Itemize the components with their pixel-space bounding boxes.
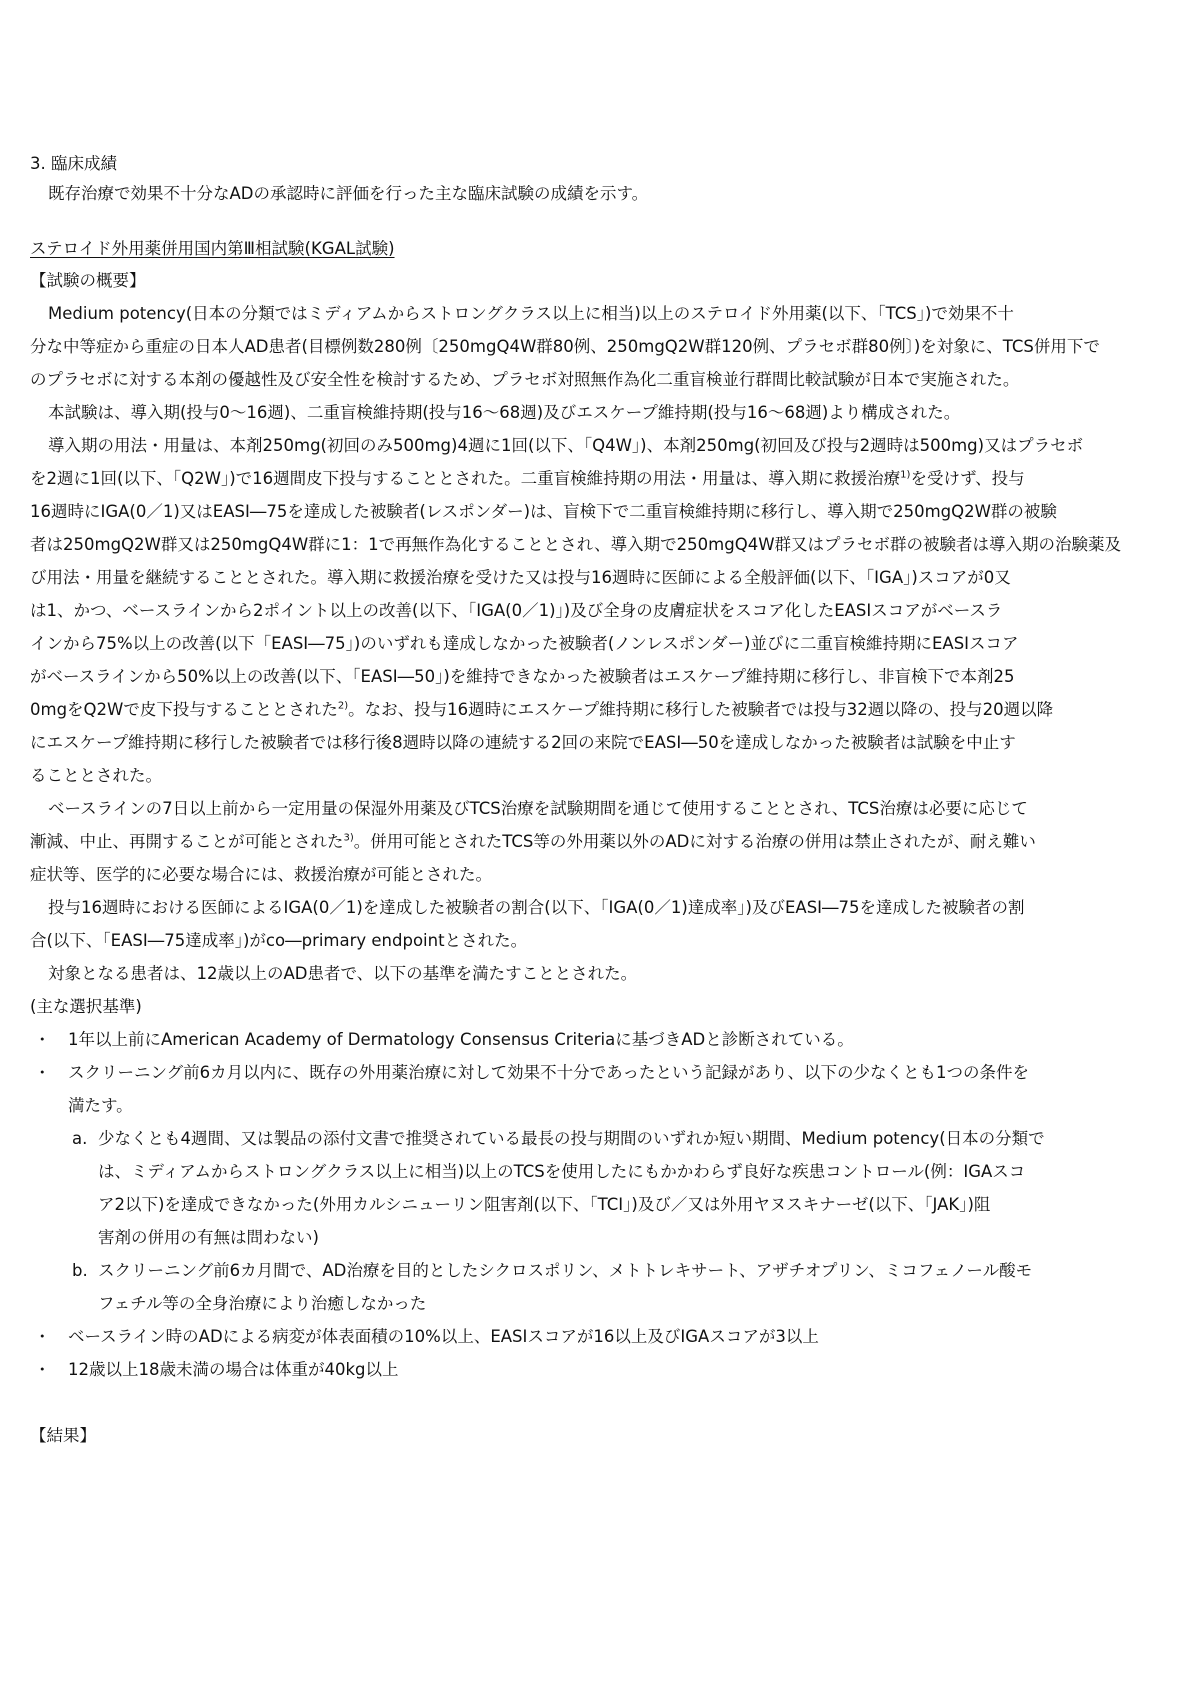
paragraph-3-line-4: 者は250mgQ2W群又は250mgQ4W群に1：1で再無作為化することとされ、導入期で250mgQ4W群又はプラセボ群の被験者は導入期の治験薬及 xyxy=(30,535,1122,554)
paragraph-1-line-3: のプラセボに対する本剤の優越性及び安全性を検討するため、プラセボ対照無作為化二重盲検並行群間比較試験が日本で実施された。 xyxy=(30,370,1020,389)
paragraph-3-line-7: インから75%以上の改善(以下「EASI―75」)のいずれも達成しなかった被験者(ノンレスポンダー)並びに二重盲検維持期にEASIスコア xyxy=(30,634,1019,653)
reference-superscript-3: 3) xyxy=(343,832,354,844)
section-heading: 3. 臨床成績 xyxy=(30,154,117,173)
paragraph-3-line-2 xyxy=(30,468,1156,490)
paragraph-5-line-2: 合(以下、「EASI―75達成率」)がco―primary endpointとされた。 xyxy=(30,931,528,950)
results-heading: 【結果】 xyxy=(30,1426,96,1445)
paragraph-4-line-3: 症状等、医学的に必要な場合には、救援治療が可能とされた。 xyxy=(30,865,492,884)
paragraph-3-line-11: ることとされた。 xyxy=(30,766,162,785)
study-title-text: ステロイド外用薬併用国内第Ⅲ相試験(KGAL試験) xyxy=(30,239,395,258)
criteria-heading: (主な選択基準) xyxy=(30,997,142,1016)
paragraph-6: 対象となる患者は、12歳以上のAD患者で、以下の基準を満たすこととされた。 xyxy=(48,964,638,983)
sub-item-a-line-1: 少なくとも4週間、又は製品の添付文書で推奨されている最長の投与期間のいずれか短い期間、Medium potency(日本の分類で xyxy=(98,1129,1045,1148)
paragraph-3-line-9-text-b: 。なお、投与16週時にエスケープ維持期に移行した被験者では投与32週以降の、投与20週以降 xyxy=(348,700,1054,719)
criteria-item-1: 1年以上前にAmerican Academy of Dermatology Consensus Criteriaに基づきADと診断されている。 xyxy=(68,1030,854,1049)
paragraph-3-line-1: 導入期の用法・用量は、本剤250mg(初回のみ500mg)4週に1回(以下、「Q4W」)、本剤250mg(初回及び投与2週時は500mg)又はプラセボ xyxy=(48,436,1084,455)
overview-heading: 【試験の概要】 xyxy=(30,271,146,290)
paragraph-4-line-2-text-a: 漸減、中止、再開することが可能とされた xyxy=(30,832,344,851)
sub-item-b-label: b. xyxy=(72,1261,88,1280)
paragraph-3-line-2-text-a: を2週に1回(以下、「Q2W」)で16週間皮下投与することとされた。二重盲検維持期の用法・用量は、導入期に救援治療 xyxy=(30,469,901,488)
sub-item-b-line-1: スクリーニング前6カ月間で、AD治療を目的としたシクロスポリン、メトトレキサート、アザチオプリン、ミコフェノール酸モ xyxy=(98,1261,1033,1280)
paragraph-3-line-5: び用法・用量を継続することとされた。導入期に救援治療を受けた又は投与16週時に医師による全般評価(以下、「IGA」)スコアが0又 xyxy=(30,568,1011,587)
criteria-item-2-line-2: 満たす。 xyxy=(68,1096,133,1115)
sub-item-a-line-3: ア2以下)を達成できなかった(外用カルシニューリン阻害剤(以下、「TCI」)及び／又は外用ヤヌスキナーゼ(以下、「JAK」)阻 xyxy=(98,1195,991,1214)
paragraph-5-line-1: 投与16週時における医師によるIGA(0／1)を達成した被験者の割合(以下、「IGA(0／1)達成率」)及びEASI―75を達成した被験者の割 xyxy=(48,898,1025,917)
reference-superscript-2: 2) xyxy=(337,700,349,712)
paragraph-4-line-2 xyxy=(30,831,1156,853)
paragraph-2: 本試験は、導入期(投与0〜16週)、二重盲検維持期(投与16〜68週)及びエスケープ維持期(投与16〜68週)より構成された。 xyxy=(48,403,961,422)
paragraph-3-line-9 xyxy=(30,699,1156,721)
sub-item-a-label: a. xyxy=(72,1129,88,1148)
paragraph-4-line-2-text-b: 。併用可能とされたTCS等の外用薬以外のADに対する治療の併用は禁止されたが、耐え難い xyxy=(353,832,1036,851)
criteria-item-4: 12歳以上18歳未満の場合は体重が40kg以上 xyxy=(68,1360,399,1379)
study-title xyxy=(30,238,1156,260)
criteria-item-3: ベースライン時のADによる病変が体表面積の10%以上、EASIスコアが16以上及びIGAスコアが3以上 xyxy=(68,1327,819,1346)
sub-item-a-line-4: 害剤の併用の有無は問わない) xyxy=(98,1228,319,1247)
bullet-marker: ・ xyxy=(34,1030,51,1049)
paragraph-1-line-1: Medium potency(日本の分類ではミディアムからストロングクラス以上に相当)以上のステロイド外用薬(以下、「TCS」)で効果不十 xyxy=(48,304,1014,323)
sub-item-a-line-2: は、ミディアムからストロングクラス以上に相当)以上のTCSを使用したにもかかわらず良好な疾患コントロール(例：IGAスコ xyxy=(98,1162,1026,1181)
paragraph-3-line-2-text-b: を受けず、投与 xyxy=(910,469,1025,488)
bullet-marker: ・ xyxy=(34,1063,51,1082)
paragraph-3-line-10: にエスケープ維持期に移行した被験者では移行後8週時以降の連続する2回の来院でEASI―50を達成しなかった被験者は試験を中止す xyxy=(30,733,1016,752)
bullet-marker: ・ xyxy=(34,1360,51,1379)
paragraph-3-line-8: がベースラインから50%以上の改善(以下、「EASI―50」)を維持できなかった被験者はエスケープ維持期に移行し、非盲検下で本剤25 xyxy=(30,667,1015,686)
paragraph-3-line-9-text-a: 0mgをQ2Wで皮下投与することとされた xyxy=(30,700,338,719)
reference-superscript-1: 1) xyxy=(900,469,911,481)
bullet-marker: ・ xyxy=(34,1327,51,1346)
section-intro: 既存治療で効果不十分なADの承認時に評価を行った主な臨床試験の成績を示す。 xyxy=(48,184,649,203)
paragraph-1-line-2: 分な中等症から重症の日本人AD患者(目標例数280例〔250mgQ4W群80例、250mgQ2W群120例、プラセボ群80例〕)を対象に、TCS併用下で xyxy=(30,337,1100,356)
paragraph-3-line-3: 16週時にIGA(0／1)又はEASI―75を達成した被験者(レスポンダー)は、盲検下で二重盲検維持期に移行し、導入期で250mgQ2W群の被験 xyxy=(30,502,1057,521)
paragraph-3-line-6: は1、かつ、ベースラインから2ポイント以上の改善(以下、「IGA(0／1)」)及び全身の皮膚症状をスコア化したEASIスコアがベースラ xyxy=(30,601,1003,620)
criteria-item-2-line-1: スクリーニング前6カ月以内に、既存の外用薬治療に対して効果不十分であったという記録があり、以下の少なくとも1つの条件を xyxy=(68,1063,1030,1082)
sub-item-b-line-2: フェチル等の全身治療により治癒しなかった xyxy=(98,1294,427,1313)
paragraph-4-line-1: ベースラインの7日以上前から一定用量の保湿外用薬及びTCS治療を試験期間を通じて使用することとされ、TCS治療は必要に応じて xyxy=(48,799,1028,818)
